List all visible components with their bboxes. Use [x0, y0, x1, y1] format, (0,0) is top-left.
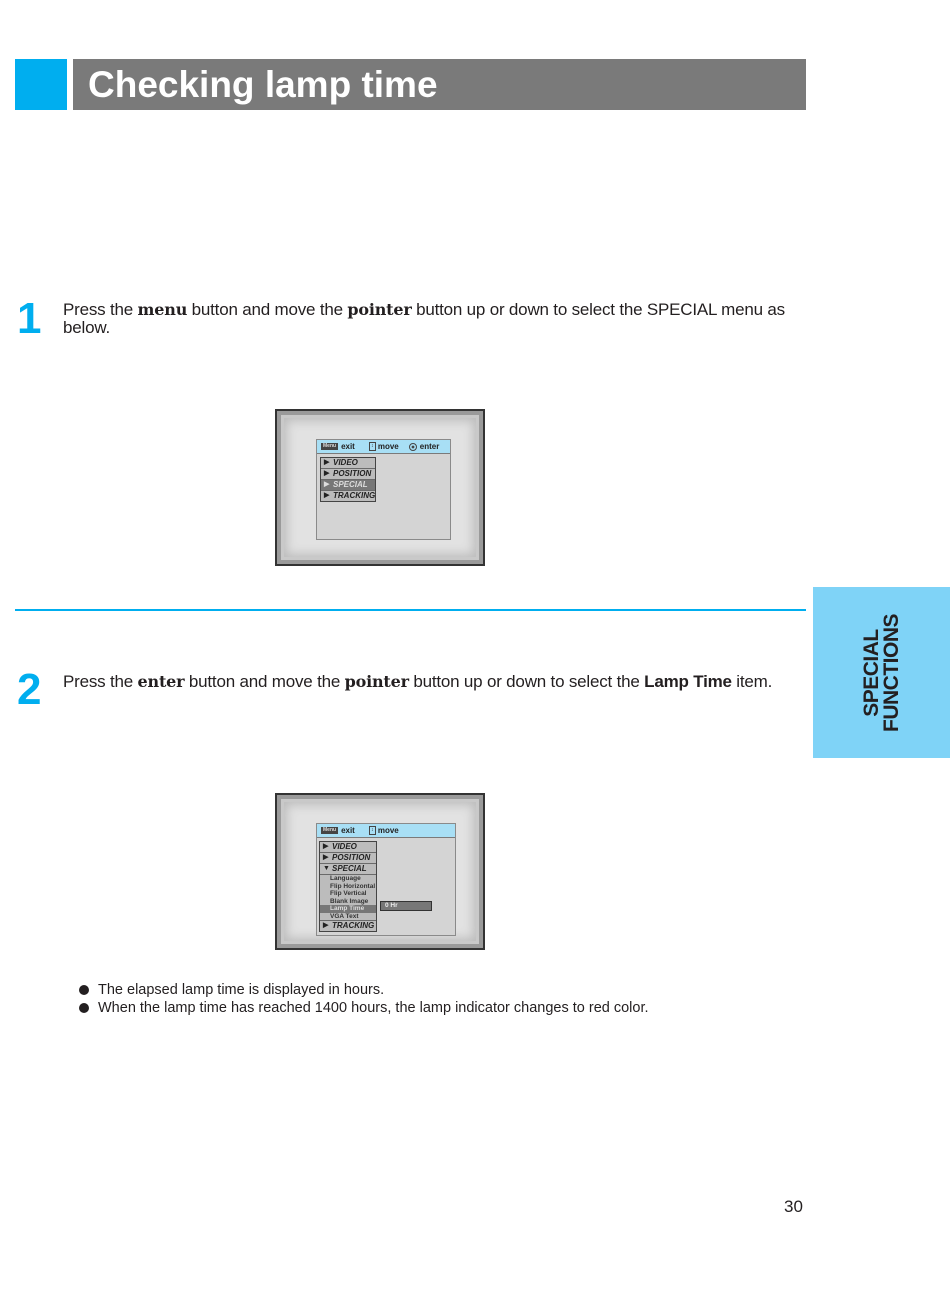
- page-title: Checking lamp time: [88, 64, 438, 105]
- step-2-instruction: [63, 673, 808, 691]
- osd-exit-label: exit: [341, 442, 355, 451]
- step-1-text-a: Press the: [63, 300, 138, 319]
- osd-screen-2: [275, 793, 485, 950]
- osd-nav-bar: [317, 824, 455, 838]
- section-side-tab: [813, 587, 950, 758]
- osd-menu-item: ▶ VIDEO: [321, 458, 375, 469]
- bullet-icon: [79, 1003, 89, 1013]
- right-triangle-icon: ▶: [324, 481, 330, 488]
- right-triangle-icon: ▶: [323, 854, 329, 861]
- down-triangle-icon: ▼: [323, 865, 330, 872]
- osd-menu-item: ▶ TRACKING: [323, 921, 375, 930]
- osd-menu-item: ▶ POSITION: [321, 469, 375, 480]
- osd-panel: [316, 823, 456, 936]
- step-1-instruction: [63, 301, 808, 337]
- right-triangle-icon: ▶: [324, 492, 330, 499]
- osd-menu-item: ▶ VIDEO: [320, 842, 376, 853]
- menu-key-icon: Menu: [323, 827, 337, 834]
- right-triangle-icon: ▶: [323, 843, 329, 850]
- osd-submenu: [320, 874, 376, 921]
- updown-arrow-icon: ↕: [369, 826, 376, 835]
- step-1-text-b: button and move the: [187, 300, 348, 319]
- enter-key-icon: [409, 443, 417, 451]
- osd-submenu-item: VGA Text: [330, 912, 359, 920]
- side-tab-label: [859, 613, 903, 732]
- enter-keyword: enter: [137, 672, 185, 691]
- side-tab-line-2: FUNCTIONS: [879, 613, 903, 732]
- note-item: The elapsed lamp time is displayed in hours.: [79, 981, 384, 999]
- page-number: 30: [784, 1197, 803, 1216]
- menu-keyword: menu: [137, 300, 188, 319]
- osd-submenu-item-selected: Lamp Time: [320, 905, 376, 913]
- step-2-text-a: Press the: [63, 672, 138, 691]
- osd-panel: [316, 439, 451, 540]
- osd-main-menu: [320, 457, 376, 502]
- right-triangle-icon: ▶: [323, 922, 329, 929]
- pointer-keyword: pointer: [347, 300, 412, 319]
- osd-submenu-item: Blank Image: [330, 897, 369, 905]
- bullet-icon: [79, 985, 89, 995]
- step-1-text-c: button up or down to select the SPECIAL menu as below.: [63, 300, 785, 337]
- side-tab-line-1: SPECIAL: [859, 628, 883, 717]
- osd-exit-label: exit: [341, 826, 355, 835]
- updown-arrow-icon: ↕: [369, 442, 376, 451]
- menu-key-icon: Menu: [323, 443, 337, 450]
- osd-menu-item: ▶ TRACKING: [324, 491, 376, 500]
- osd-move-label: move: [377, 442, 399, 451]
- step-2-number: 2: [17, 665, 41, 714]
- osd-menu-item-selected: ▶ SPECIAL: [321, 480, 375, 491]
- osd-nav-bar: [317, 440, 450, 454]
- osd-submenu-item: Language: [330, 875, 361, 882]
- right-triangle-icon: ▶: [324, 459, 330, 466]
- step-2-text-c: button up or down to select the: [408, 672, 645, 691]
- section-divider: [15, 609, 806, 611]
- note-item: When the lamp time has reached 1400 hours, the lamp indicator changes to red color.: [79, 999, 649, 1017]
- header-accent-square: [15, 59, 67, 110]
- osd-submenu-item: Flip Horizontal: [330, 882, 376, 890]
- osd-main-menu: [319, 841, 377, 932]
- right-triangle-icon: ▶: [324, 470, 330, 477]
- osd-enter-label: enter: [419, 442, 440, 451]
- osd-menu-item-expanded: ▼ SPECIAL: [323, 864, 367, 873]
- lamp-time-value: 0 Hr: [380, 901, 432, 911]
- osd-menu-item: ▶ POSITION: [320, 853, 376, 864]
- osd-screen-1: [275, 409, 485, 566]
- lamp-time-keyword: Lamp Time: [644, 672, 732, 691]
- osd-submenu-item: Flip Vertical: [330, 890, 367, 897]
- pointer-keyword: pointer: [344, 672, 409, 691]
- step-2-text-b: button and move the: [184, 672, 345, 691]
- step-1-number: 1: [17, 294, 41, 343]
- osd-move-label: move: [377, 826, 399, 835]
- step-2-text-d: item.: [731, 672, 773, 691]
